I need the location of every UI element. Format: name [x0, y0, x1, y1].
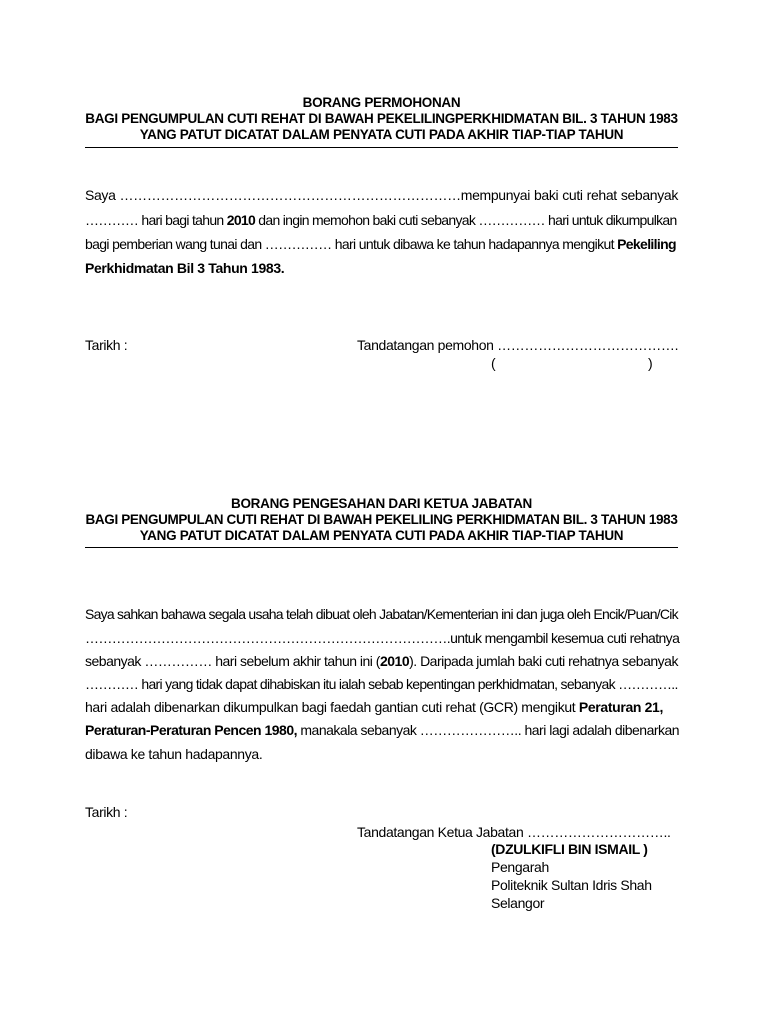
form1-heading	[85, 95, 678, 143]
form1-signature-label: Tandatangan pemohon ………………………………….	[357, 337, 679, 353]
form2-subtitle-2: YANG PATUT DICATAT DALAM PENYATA CUTI PADA AKHIR TIAP-TIAP TAHUN	[139, 528, 624, 543]
form2-heading-rule	[85, 547, 678, 548]
form1-text: dan ingin memohon baki cuti sebanyak …………… hari untuk dikumpulkan	[258, 212, 677, 228]
form2-name-blank: ……………………………………………………………………….	[85, 630, 451, 646]
form1-paragraph-line-2	[85, 212, 678, 228]
form1-text: baki	[533, 187, 559, 203]
form2-subtitle-1: BAGI PENGUMPULAN CUTI REHAT DI BAWAH PEKELILING PERKHIDMATAN BIL. 3 TAHUN 1983	[85, 512, 678, 527]
signer-organization: Politeknik Sultan Idris Shah	[491, 877, 652, 893]
form2-text: manakala sebanyak ………………….. hari lagi adalah dibenarkan	[300, 722, 680, 738]
form2-regulation-ref: Peraturan-Peraturan Pencen 1980,	[85, 722, 297, 738]
form2-text: sebanyak …………… hari sebelum akhir tahun ini (	[85, 653, 380, 669]
form1-text: bagi pemberian wang tunai dan …………… hari untuk dibawa ke tahun hadapannya mengikut	[85, 236, 614, 252]
signer-title: Pengarah	[491, 859, 549, 875]
form2-text: ). Daripada jumlah baki cuti rehatnya sebanyak	[409, 653, 678, 669]
form2-paragraph-line-5	[85, 699, 678, 715]
form1-year: 2010	[226, 212, 256, 228]
form2-heading	[85, 496, 678, 544]
form2-paragraph-line-7: dibawa ke tahun hadapannya.	[85, 746, 263, 762]
form2-text: untuk mengambil kesemua cuti rehatnya	[450, 630, 680, 646]
form2-paragraph-line-3	[85, 653, 678, 669]
form2-regulation-ref: Peraturan 21,	[578, 699, 664, 715]
form1-name-blank: …………………………………………………………………mempunyai	[119, 187, 530, 203]
form1-paragraph-line-4: Perkhidmatan Bil 3 Tahun 1983.	[85, 260, 285, 276]
form2-date-label: Tarikh :	[85, 804, 128, 820]
form2-paragraph-line-4: ………… hari yang tidak dapat dihabiskan itu ialah sebab kepentingan perkhidmatan, sebanyak …………..	[85, 676, 678, 692]
form1-text: cuti	[562, 187, 583, 203]
form1-title: BORANG PERMOHONAN	[302, 95, 461, 110]
signer-name: (DZULKIFLI BIN ISMAIL )	[491, 841, 648, 857]
form1-paragraph-line-3	[85, 236, 678, 252]
form2-signature-label: Tandatangan Ketua Jabatan …………………………..	[357, 824, 671, 840]
form2-title: BORANG PENGESAHAN DARI KETUA JABATAN	[231, 496, 532, 511]
signer-state: Selangor	[491, 895, 545, 911]
form1-text: rehat	[586, 187, 617, 203]
form2-paragraph-line-2	[85, 630, 678, 646]
form1-paragraph-line-1	[85, 187, 678, 203]
form1-text: Saya	[85, 187, 116, 203]
form1-subtitle-1: BAGI PENGUMPULAN CUTI REHAT DI BAWAH PEKELILINGPERKHIDMATAN BIL. 3 TAHUN 1983	[85, 111, 678, 126]
form1-name-open-paren: (	[491, 355, 496, 371]
form1-text: sebanyak	[620, 187, 678, 203]
form2-year: 2010	[379, 653, 410, 669]
form1-date-label: Tarikh :	[85, 337, 128, 353]
form2-paragraph-line-6	[85, 722, 678, 738]
form2-text: hari adalah dibenarkan dikumpulkan bagi faedah gantian cuti rehat (GCR) mengikut	[85, 699, 576, 715]
form2-paragraph-line-1: Saya sahkan bahawa segala usaha telah dibuat oleh Jabatan/Kementerian ini dan juga oleh Encik/Puan/Cik	[85, 606, 678, 622]
form1-subtitle-2: YANG PATUT DICATAT DALAM PENYATA CUTI PADA AKHIR TIAP-TIAP TAHUN	[139, 127, 624, 142]
form1-circular-ref: Pekeliling	[617, 236, 676, 252]
form1-name-close-paren: )	[648, 355, 653, 371]
form1-heading-rule	[85, 147, 678, 148]
form1-text: ………… hari bagi tahun	[85, 212, 224, 228]
